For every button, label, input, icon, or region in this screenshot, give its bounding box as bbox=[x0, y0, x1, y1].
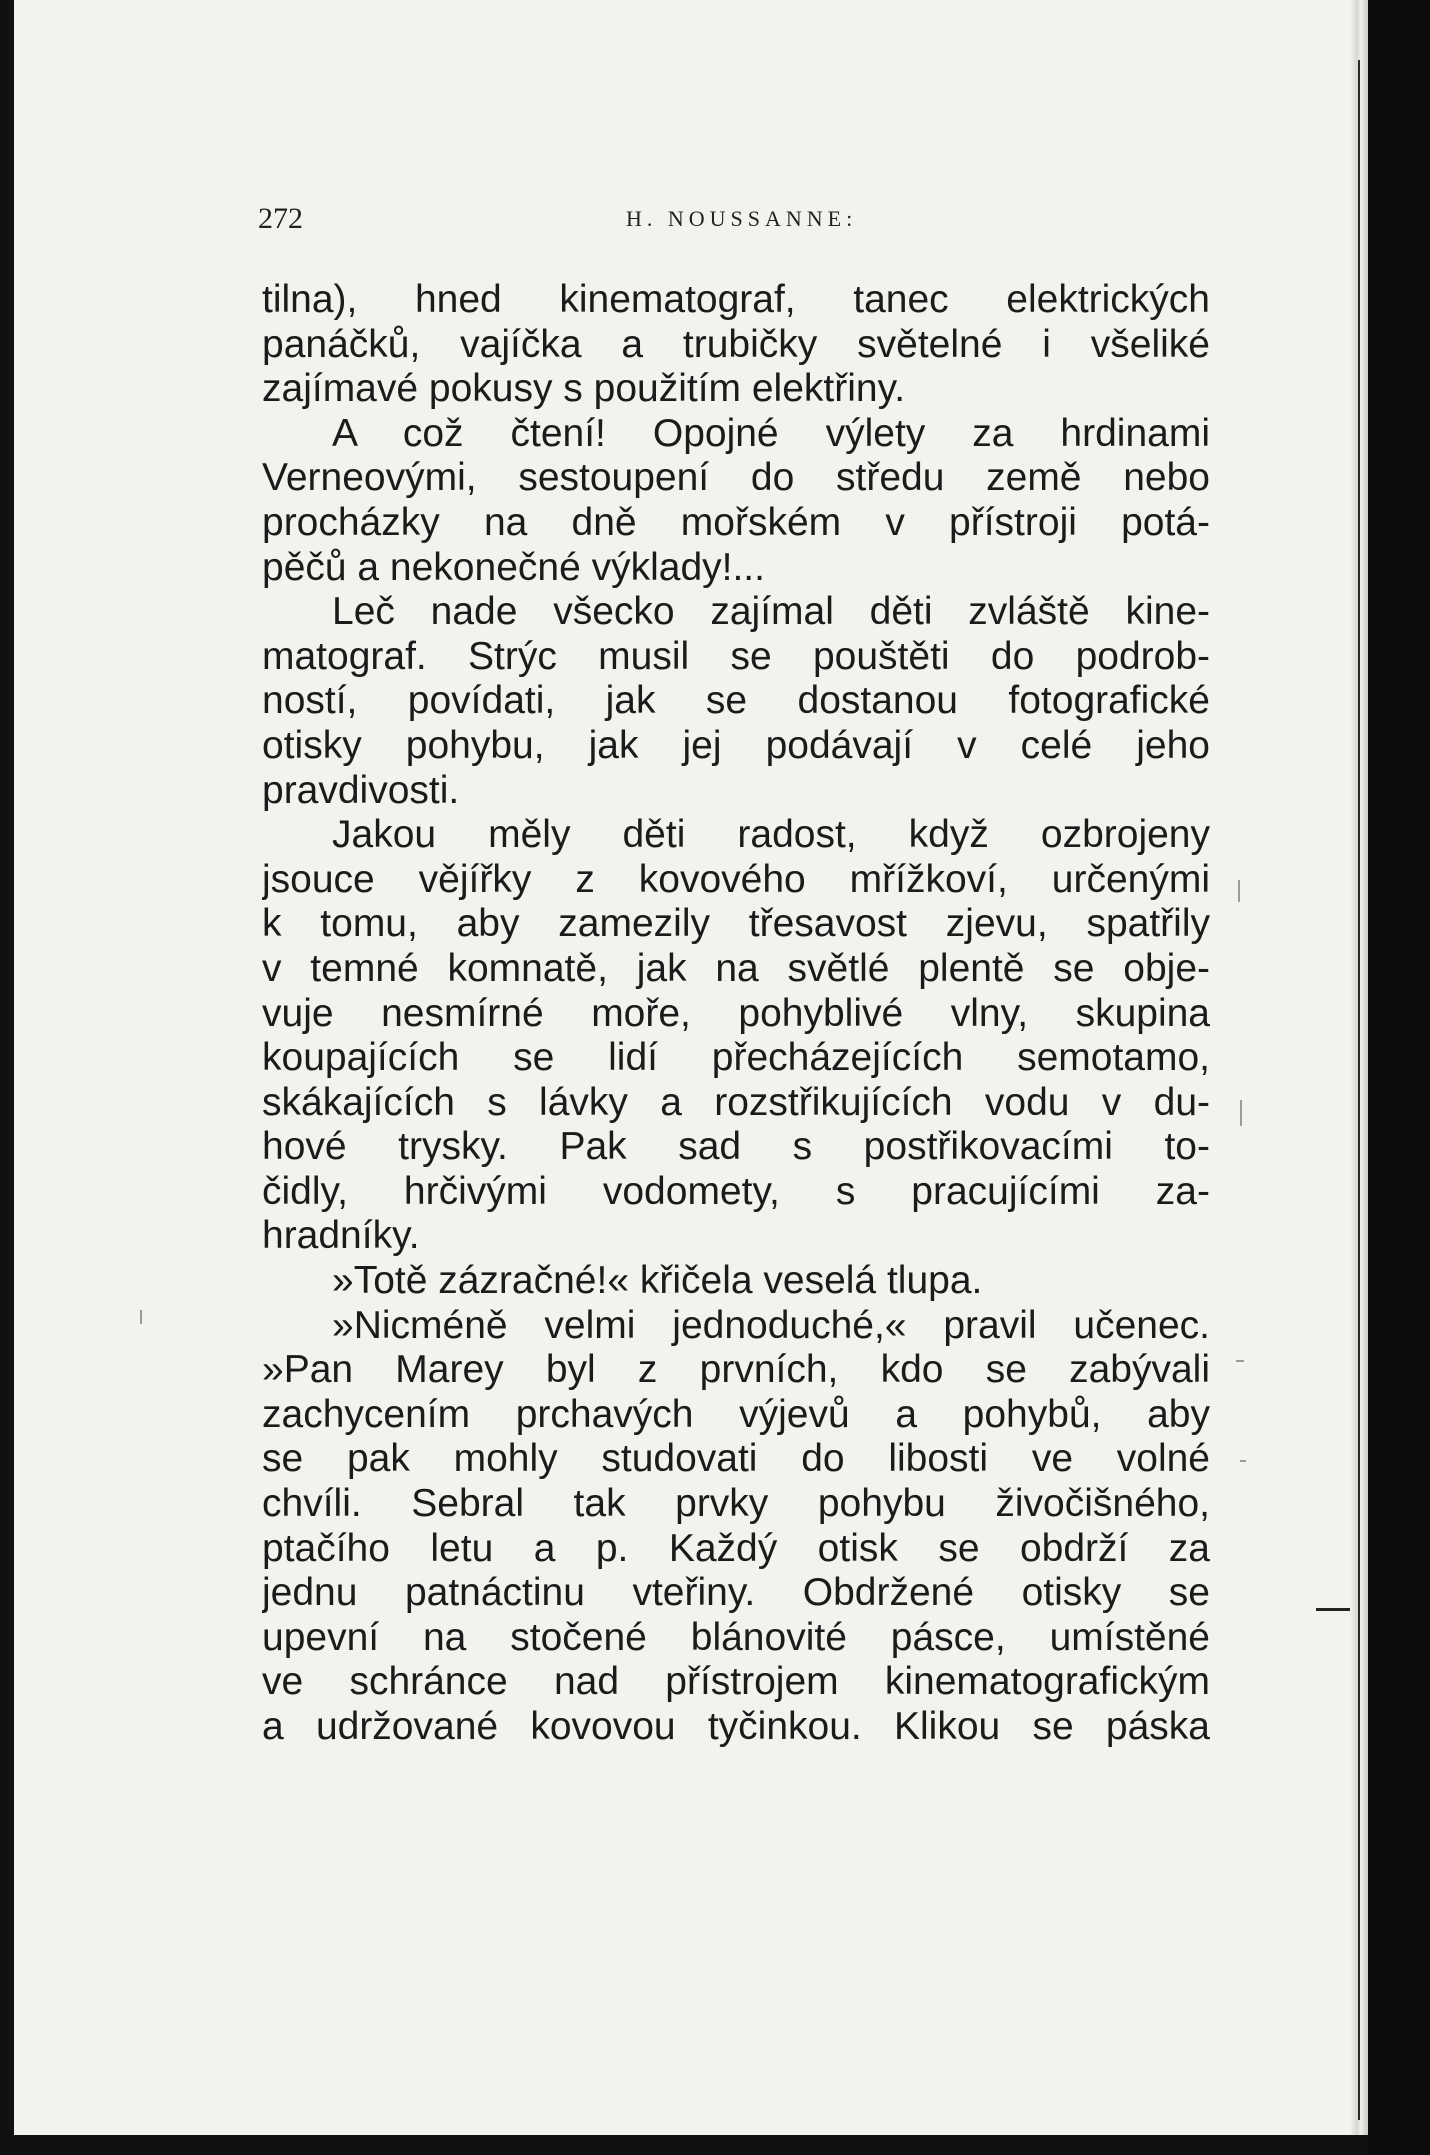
text-line: ptačího letu a p. Každý otisk se obdrží za bbox=[262, 1526, 1210, 1570]
text-line: se pak mohly studovati do libosti ve volné bbox=[262, 1437, 1210, 1481]
text-line: čidly, hrčivými vodomety, s pracujícími za- bbox=[262, 1169, 1210, 1213]
text-line: A což čtení! Opojné výlety za hrdinami bbox=[332, 411, 1210, 455]
margin-speck bbox=[1236, 1360, 1244, 1362]
text-line: procházky na dně mořském v přístroji potá- bbox=[262, 500, 1210, 544]
margin-speck bbox=[1240, 1100, 1242, 1126]
text-line: Verneovými, sestoupení do středu země nebo bbox=[262, 456, 1210, 500]
running-head: H. NOUSSANNE: bbox=[626, 206, 858, 231]
text-line: zachycením prchavých výjevů a pohybů, aby bbox=[262, 1392, 1210, 1436]
gutter-line bbox=[1358, 60, 1360, 2120]
text-line: tilna), hned kinematograf, tanec elektrických bbox=[262, 278, 1210, 321]
text-line: hové trysky. Pak sad s postřikovacími to- bbox=[262, 1125, 1210, 1169]
text-line: matograf. Strýc musil se pouštěti do podrob- bbox=[262, 634, 1210, 678]
margin-speck bbox=[1238, 880, 1240, 902]
page-header bbox=[258, 202, 1208, 242]
text-line: jednu patnáctinu vteřiny. Obdržené otisky se bbox=[262, 1571, 1210, 1615]
margin-speck bbox=[140, 1310, 142, 1324]
text-line: skákajících s lávky a rozstřikujících vodu v du- bbox=[262, 1080, 1210, 1124]
scan-edge bbox=[1368, 0, 1430, 2155]
text-line: ností, povídati, jak se dostanou fotografické bbox=[262, 679, 1210, 723]
text-line: chvíli. Sebral tak prvky pohybu živočišného, bbox=[262, 1482, 1210, 1526]
text-line: »Nicméně velmi jednoduché,« pravil učenec. bbox=[332, 1303, 1210, 1347]
text-line: ve schránce nad přístrojem kinematografickým bbox=[262, 1660, 1210, 1704]
text-line: pěčů a nekonečné výklady!... bbox=[262, 545, 765, 589]
text-line: zajímavé pokusy s použitím elektřiny. bbox=[262, 367, 906, 411]
text-line: panáčků, vajíčka a trubičky světelné i všeliké bbox=[262, 322, 1210, 366]
text-line: v temné komnatě, jak na světlé plentě se obje- bbox=[262, 946, 1210, 990]
text-line: Jakou měly děti radost, když ozbrojeny bbox=[332, 813, 1210, 857]
text-line: Leč nade všecko zajímal děti zvláště kine- bbox=[332, 590, 1210, 634]
body-text bbox=[262, 278, 1210, 1750]
text-line: k tomu, aby zamezily třesavost zjevu, spatřily bbox=[262, 902, 1210, 946]
text-line: vuje nesmírné moře, pohyblivé vlny, skupina bbox=[262, 991, 1210, 1035]
text-line: hradníky. bbox=[262, 1214, 420, 1258]
text-line: jsouce vějířky z kovového mřížkoví, určenými bbox=[262, 857, 1210, 901]
text-line: otisky pohybu, jak jej podávají v celé jeho bbox=[262, 723, 1210, 767]
text-line: »Pan Marey byl z prvních, kdo se zabývali bbox=[262, 1348, 1210, 1392]
text-line: koupajících se lidí přecházejících semotamo, bbox=[262, 1036, 1210, 1080]
text-line: upevní na stočené blánovité pásce, umístěné bbox=[262, 1615, 1210, 1659]
text-line: »Totě zázračné!« křičela veselá tlupa. bbox=[332, 1259, 983, 1303]
text-line: pravdivosti. bbox=[262, 768, 460, 812]
margin-speck bbox=[1240, 1460, 1246, 1462]
page-number: 272 bbox=[258, 202, 303, 235]
margin-dash bbox=[1316, 1608, 1350, 1611]
text-line: a udržované kovovou tyčinkou. Klikou se páska bbox=[262, 1705, 1210, 1748]
